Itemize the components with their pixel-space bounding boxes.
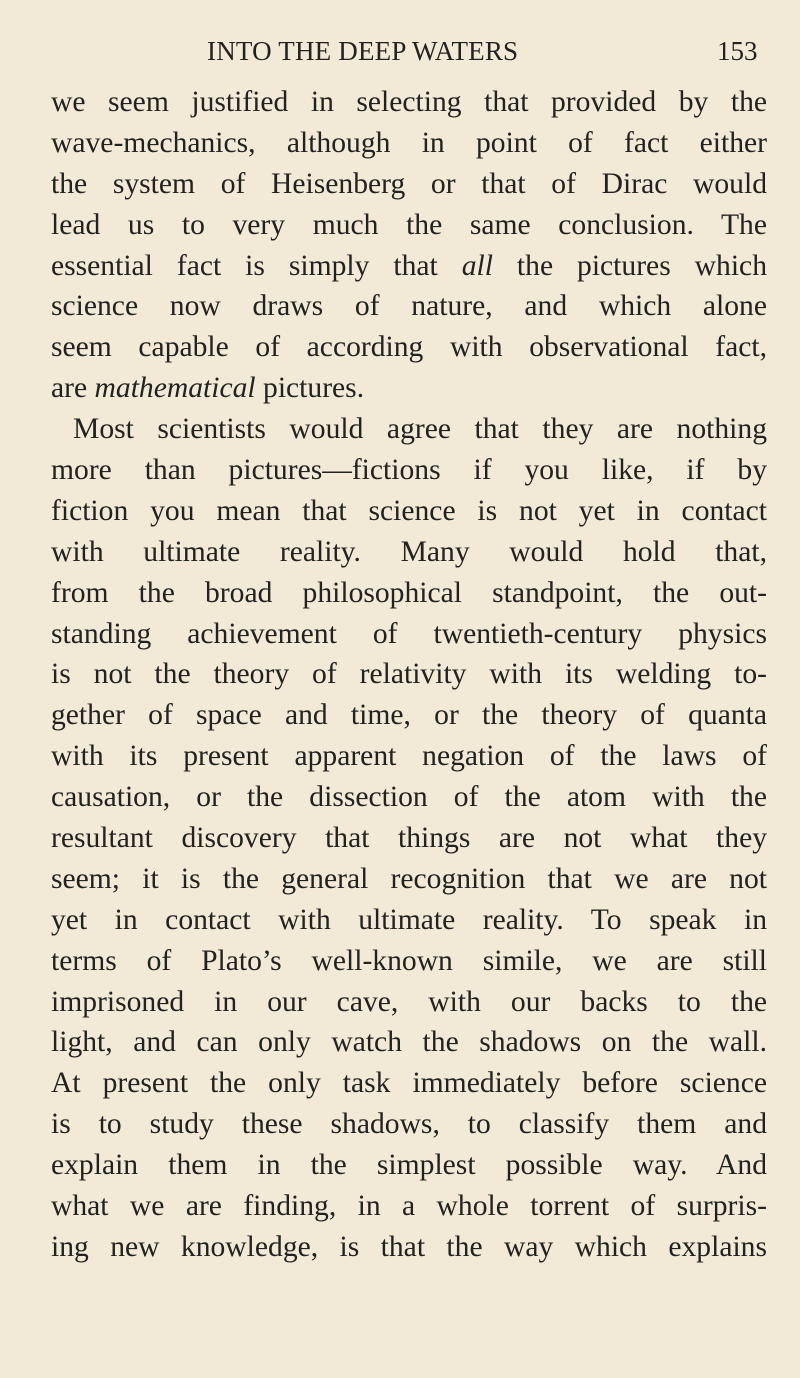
text-line: gether of space and time, or the theory of quanta <box>51 699 767 732</box>
text-span: the pictures which <box>492 249 767 282</box>
text-line: with ultimate reality. Many would hold that, <box>51 535 767 568</box>
text-span: essential fact is simply that <box>51 249 462 282</box>
running-head <box>0 34 800 74</box>
text-line: lead us to very much the same conclusion. The <box>51 208 767 241</box>
text-line: fiction you mean that science is not yet in contact <box>51 494 767 527</box>
body-text <box>51 82 767 1268</box>
text-line: explain them in the simplest possible way. And <box>51 1149 767 1182</box>
text-line: light, and can only watch the shadows on the wall. <box>51 1026 767 1059</box>
text-line: wave-mechanics, although in point of fact either <box>51 126 767 159</box>
text-line: what we are finding, in a whole torrent of surpris- <box>51 1190 767 1223</box>
running-title: INTO THE DEEP WATERS <box>207 36 519 66</box>
text-line: seem capable of according with observational fact, <box>51 331 767 364</box>
text-line: seem; it is the general recognition that we are not <box>51 862 767 895</box>
text-line: more than pictures—fictions if you like, if by <box>51 454 767 487</box>
text-line: standing achievement of twentieth-century physics <box>51 617 767 650</box>
paragraph-first-line: Most scientists would agree that they are nothing <box>73 413 767 446</box>
text-line <box>51 368 767 409</box>
italic-emphasis: all <box>461 249 493 282</box>
italic-emphasis: mathematical <box>94 372 256 405</box>
text-line: is not the theory of relativity with its welding to- <box>51 658 767 691</box>
text-line: resultant discovery that things are not what they <box>51 822 767 855</box>
text-line: science now draws of nature, and which alone <box>51 290 767 323</box>
text-line: ing new knowledge, is that the way which explains <box>51 1230 767 1263</box>
text-line: causation, or the dissection of the atom with the <box>51 781 767 814</box>
text-line: imprisoned in our cave, with our backs to the <box>51 985 767 1018</box>
text-line: yet in contact with ultimate reality. To speak in <box>51 903 767 936</box>
text-line: is to study these shadows, to classify them and <box>51 1108 767 1141</box>
text-span: are <box>51 372 95 405</box>
text-line: we seem justified in selecting that provided by the <box>51 86 767 118</box>
text-line: with its present apparent negation of the laws of <box>51 740 767 773</box>
text-line: terms of Plato’s well-known simile, we are still <box>51 944 767 977</box>
text-line <box>51 246 767 287</box>
page-number: 153 <box>717 36 758 66</box>
text-line: the system of Heisenberg or that of Dirac would <box>51 167 767 200</box>
text-line: At present the only task immediately before science <box>51 1067 767 1100</box>
text-span: pictures. <box>255 372 365 405</box>
text-line: from the broad philosophical standpoint, the out- <box>51 576 767 609</box>
